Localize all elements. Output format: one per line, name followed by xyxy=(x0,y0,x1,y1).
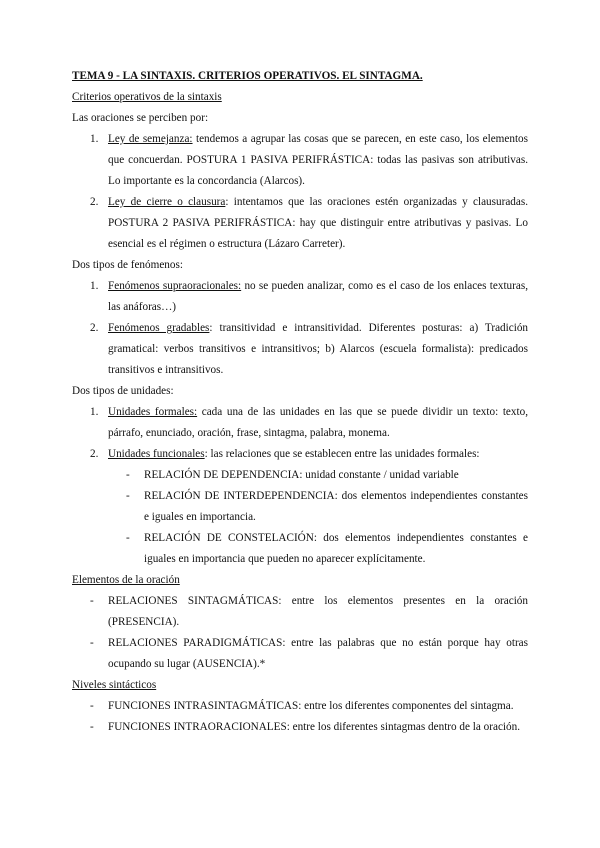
item-label: Unidades formales: xyxy=(108,406,198,418)
dash-bullet: - xyxy=(126,469,130,481)
niveles-list xyxy=(72,696,528,738)
item-text: cada una de las unidades en las que se puede dividir un texto: texto, párrafo, enunciado, oración, frase, sintagma, palabra, monema. xyxy=(108,406,528,439)
item-text: : intentamos que las oraciones estén organizadas y clausuradas. POSTURA 2 PASIVA PERIFRÁSTICA: hay que distinguir entre atributivas y pasivas. Lo esencial es el régimen o estructura (Lázaro Carreter). xyxy=(108,196,528,250)
list-item xyxy=(108,465,528,486)
item-label: Fenómenos gradables xyxy=(108,322,210,334)
dash-bullet: - xyxy=(90,595,94,607)
document-title: TEMA 9 - LA SINTAXIS. CRITERIOS OPERATIVOS. EL SINTAGMA. xyxy=(72,70,423,82)
dash-bullet: - xyxy=(126,532,130,544)
item-text: RELACIÓN DE DEPENDENCIA: unidad constante / unidad variable xyxy=(144,469,459,481)
list-number: 2. xyxy=(90,448,99,460)
item-label: Ley de cierre o clausura xyxy=(108,196,226,208)
item-text: FUNCIONES INTRAORACIONALES: entre los diferentes sintagmas dentro de la oración. xyxy=(108,721,520,733)
dash-bullet: - xyxy=(90,721,94,733)
list-number: 2. xyxy=(90,196,99,208)
item-text: FUNCIONES INTRASINTAGMÁTICAS: entre los diferentes componentes del sintagma. xyxy=(108,700,514,712)
item-text: no se pueden analizar, como es el caso de los enlaces texturas, las anáforas…) xyxy=(108,280,528,313)
list-item xyxy=(72,129,528,192)
list-item xyxy=(72,192,528,255)
item-text: RELACIÓN DE INTERDEPENDENCIA: dos elementos independientes constantes e iguales en importancia. xyxy=(144,490,528,523)
list-number: 2. xyxy=(90,322,99,334)
list-item xyxy=(72,696,528,717)
unidades-intro: Dos tipos de unidades: xyxy=(72,385,174,397)
list-item xyxy=(72,318,528,381)
fenomenos-list xyxy=(72,276,528,381)
item-text: : las relaciones que se establecen entre las unidades formales: xyxy=(204,448,480,460)
list-item xyxy=(72,402,528,444)
criterios-intro: Las oraciones se perciben por: xyxy=(72,112,209,124)
dash-bullet: - xyxy=(90,637,94,649)
list-number: 1. xyxy=(90,280,99,292)
elementos-list xyxy=(72,591,528,675)
relaciones-list xyxy=(72,465,528,570)
unidades-list xyxy=(72,402,528,465)
section-heading-elementos: Elementos de la oración xyxy=(72,574,180,586)
item-label: Fenómenos supraoracionales: xyxy=(108,280,242,292)
section-heading-niveles: Niveles sintácticos xyxy=(72,679,157,691)
item-text: tendemos a agrupar las cosas que se parecen, en este caso, los elementos que concuerdan. POSTURA 1 PASIVA PERIFRÁSTICA: todas las pasivas son atributivas. Lo importante es la concordancia (Alarcos). xyxy=(108,133,528,187)
fenomenos-intro: Dos tipos de fenómenos: xyxy=(72,259,183,271)
list-item xyxy=(72,717,528,738)
dash-bullet: - xyxy=(126,490,130,502)
list-item xyxy=(72,633,528,675)
section-heading-criterios: Criterios operativos de la sintaxis xyxy=(72,91,222,103)
list-number: 1. xyxy=(90,406,99,418)
list-item xyxy=(72,444,528,465)
dash-bullet: - xyxy=(90,700,94,712)
item-text: RELACIÓN DE CONSTELACIÓN: dos elementos independientes constantes e iguales en importancia que pueden no aparecer explícitamente. xyxy=(144,532,528,565)
list-item xyxy=(72,276,528,318)
item-label: Ley de semejanza: xyxy=(108,133,193,145)
item-label: Unidades funcionales xyxy=(108,448,205,460)
list-item xyxy=(108,486,528,528)
document-content xyxy=(72,66,528,738)
list-item xyxy=(72,591,528,633)
list-number: 1. xyxy=(90,133,99,145)
item-text: RELACIONES SINTAGMÁTICAS: entre los elementos presentes en la oración (PRESENCIA). xyxy=(108,595,528,628)
list-item xyxy=(108,528,528,570)
criterios-list xyxy=(72,129,528,255)
item-text: RELACIONES PARADIGMÁTICAS: entre las palabras que no están porque hay otras ocupando su lugar (AUSENCIA).* xyxy=(108,637,528,670)
item-text: : transitividad e intransitividad. Diferentes posturas: a) Tradición gramatical: verbos transitivos e intransitivos; b) Alarcos (escuela formalista): predicados transitivos e intransitivos. xyxy=(108,322,529,376)
